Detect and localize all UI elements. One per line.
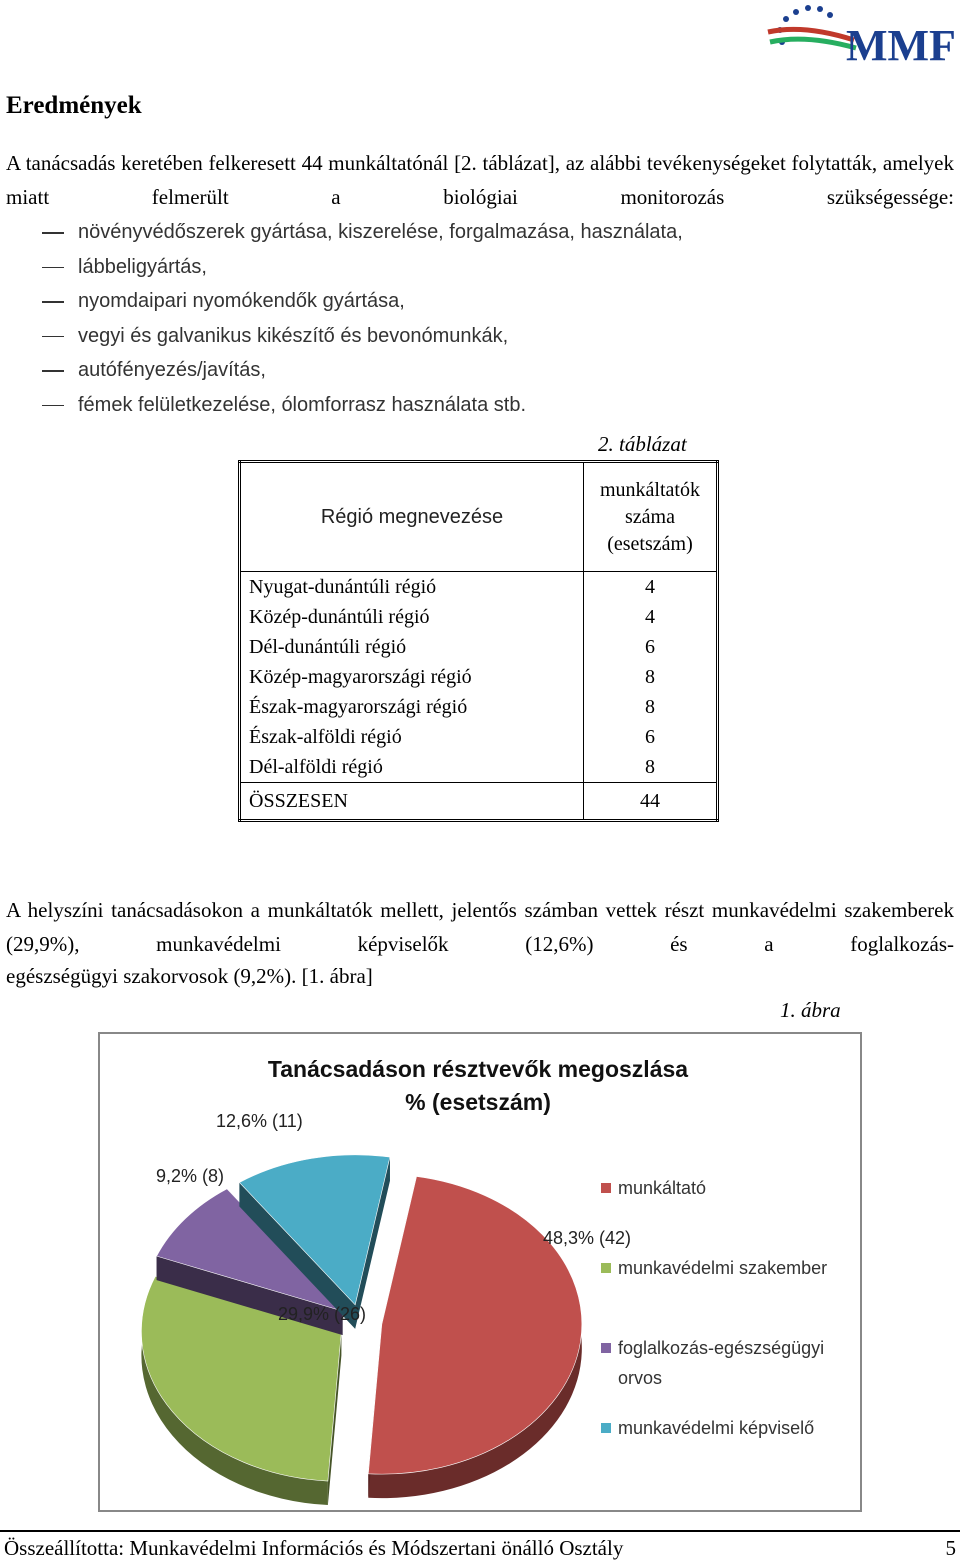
section-heading: Eredmények: [6, 92, 142, 119]
dash-bullet-icon: [42, 267, 64, 269]
legend-label-3: foglalkozás-egészségügyi: [618, 1338, 825, 1358]
chart-title-line-2: % (esetszám): [405, 1089, 551, 1115]
table-row: Nyugat-dunántúli régió 4: [240, 572, 718, 603]
dash-bullet-icon: [42, 370, 64, 372]
dash-bullet-icon: [42, 405, 64, 407]
data-label-4: 12,6% (11): [216, 1111, 303, 1131]
svg-text:MMF: MMF: [846, 21, 956, 68]
table-row: Észak-magyarországi régió 8: [240, 692, 718, 722]
pie-chart: [98, 1032, 862, 1512]
paragraph-2-line-2: egészségügyi szakorvosok (9,2%). [1. ábra]: [6, 964, 373, 988]
list-item: autófényezés/javítás,: [6, 353, 906, 388]
legend-label-3: orvos: [618, 1368, 663, 1388]
table-row: Közép-magyarországi régió 8: [240, 662, 718, 692]
activity-list: [6, 215, 906, 422]
list-item: fémek felületkezelése, ólomforrasz használata stb.: [6, 388, 906, 423]
region-table: [238, 460, 719, 822]
data-label-3: 9,2% (8): [156, 1166, 225, 1186]
list-item: lábbeligyártás,: [6, 250, 906, 285]
page-number: 5: [945, 1536, 956, 1560]
footer-rule: [0, 1530, 960, 1532]
mmf-logo: [764, 2, 958, 68]
header-region: Régió megnevezése: [240, 462, 584, 572]
list-item: növényvédőszerek gyártása, kiszerelése, forgalmazása, használata,: [6, 215, 906, 250]
intro-paragraph: A tanácsadás keretében felkeresett 44 munkáltatónál [2. táblázat], az alábbi tevékenységeket folytatták, amelyek miatt felmerült a biológiai monitorozás szükségessége:: [6, 151, 954, 209]
legend-swatch-4: [601, 1423, 611, 1433]
legend-label-2: munkavédelmi szakember: [618, 1258, 828, 1278]
legend-label-1: munkáltató: [618, 1178, 707, 1198]
dash-bullet-icon: [42, 336, 64, 338]
list-item: nyomdaipari nyomókendők gyártása,: [6, 284, 906, 319]
table-row: Dél-alföldi régió 8: [240, 752, 718, 783]
footer-text: Összeállította: Munkavédelmi Információs és Módszertani önálló Osztály: [4, 1536, 624, 1560]
legend-swatch-2: [601, 1263, 611, 1273]
table-row: Közép-dunántúli régió 4: [240, 602, 718, 632]
legend-swatch-1: [601, 1183, 611, 1193]
dash-bullet-icon: [42, 232, 64, 234]
legend-swatch-3: [601, 1343, 611, 1353]
dash-bullet-icon: [42, 301, 64, 303]
table-total-row: ÖSSZESEN 44: [240, 783, 718, 821]
data-label-1: 48,3% (42): [543, 1228, 632, 1248]
table-caption: 2. táblázat: [598, 432, 687, 456]
legend-label-4: munkavédelmi képviselő: [618, 1418, 815, 1438]
list-item: vegyi és galvanikus kikészítő és bevonómunkák,: [6, 319, 906, 354]
figure-caption: 1. ábra: [780, 998, 841, 1022]
table-row: Észak-alföldi régió 6: [240, 722, 718, 752]
page-footer: [4, 1536, 956, 1561]
paragraph-2-line-1: A helyszíni tanácsadásokon a munkáltatók mellett, jelentős számban vettek részt munkavédelmi szakemberek (29,9%), munkavédelmi képviselők (12,6%) és a foglalkozás-: [6, 898, 954, 956]
data-label-2: 29,9% (26): [278, 1304, 367, 1324]
table-row: Dél-dunántúli régió 6: [240, 632, 718, 662]
chart-title-line-1: Tanácsadáson résztvevők megoszlása: [267, 1056, 689, 1082]
header-count: munkáltatók száma (esetszám): [584, 462, 718, 572]
table-header-row: [240, 462, 718, 572]
